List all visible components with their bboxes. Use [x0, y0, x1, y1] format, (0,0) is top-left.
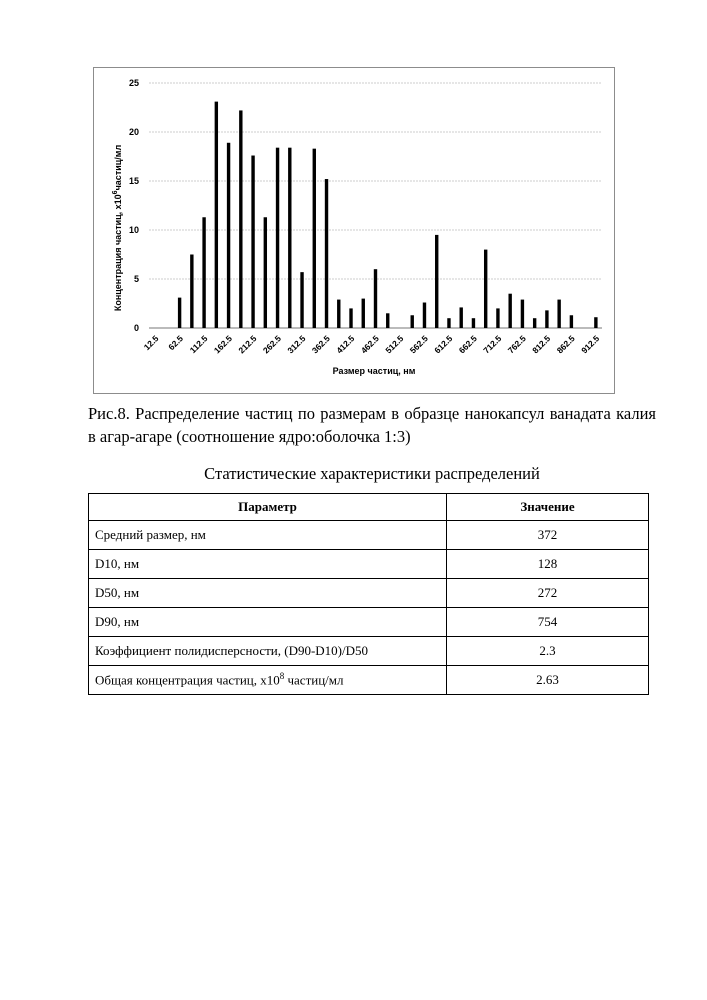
- x-tick-label: 662.5: [457, 333, 479, 355]
- y-axis-label: Концентрация частиц, х106частиц/мл: [112, 145, 123, 312]
- bar-912.5: [594, 317, 597, 328]
- table-header-row: [89, 494, 649, 521]
- bar-737.5: [508, 294, 511, 328]
- bar-862.5: [570, 315, 573, 328]
- cell-param: Средний размер, нм: [89, 521, 447, 550]
- x-tick-label: 462.5: [359, 333, 381, 355]
- x-tick-label: 362.5: [310, 333, 332, 355]
- x-tick-label: 212.5: [236, 333, 258, 355]
- bar-562.5: [423, 303, 426, 328]
- y-tick-label: 0: [134, 323, 139, 333]
- bar-612.5: [447, 318, 450, 328]
- y-tick-label: 5: [134, 274, 139, 284]
- table-row: [89, 521, 649, 550]
- x-tick-label: 62.5: [166, 333, 185, 352]
- cell-value: 2.3: [447, 637, 649, 666]
- stats-table: [88, 493, 649, 695]
- bar-437.5: [362, 299, 365, 328]
- cell-value: 272: [447, 579, 649, 608]
- bar-162.5: [227, 143, 230, 328]
- bar-62.5: [178, 298, 181, 328]
- bar-812.5: [545, 310, 548, 328]
- x-tick-label: 412.5: [334, 333, 356, 355]
- table-row: [89, 608, 649, 637]
- x-tick-label: 262.5: [261, 333, 283, 355]
- cell-value: 2.63: [447, 666, 649, 695]
- x-tick-label: 112.5: [188, 333, 210, 355]
- x-tick-label: 12.5: [142, 333, 161, 352]
- x-tick-label: 862.5: [555, 333, 577, 355]
- cell-value: 754: [447, 608, 649, 637]
- cell-param: Коэффициент полидисперсности, (D90-D10)/D50: [89, 637, 447, 666]
- bar-87.5: [190, 255, 193, 329]
- table-row: [89, 666, 649, 695]
- cell-param: Общая концентрация частиц, х108 частиц/мл: [89, 666, 447, 695]
- bar-537.5: [411, 315, 414, 328]
- bar-762.5: [521, 300, 524, 328]
- bar-362.5: [325, 179, 328, 328]
- header-param: Параметр: [89, 494, 447, 521]
- x-tick-label: 762.5: [506, 333, 528, 355]
- x-tick-label: 612.5: [432, 333, 454, 355]
- cell-param: D10, нм: [89, 550, 447, 579]
- bar-787.5: [533, 318, 536, 328]
- bars: [178, 102, 598, 328]
- y-tick-label: 15: [129, 176, 139, 186]
- y-tick-label: 10: [129, 225, 139, 235]
- bar-337.5: [313, 149, 316, 328]
- bar-137.5: [215, 102, 218, 328]
- bar-237.5: [264, 217, 267, 328]
- bar-487.5: [386, 313, 389, 328]
- bar-662.5: [472, 318, 475, 328]
- x-tick-labels: [142, 333, 602, 355]
- x-tick-label: 812.5: [530, 333, 552, 355]
- y-tick-label: 20: [129, 127, 139, 137]
- bar-412.5: [349, 308, 352, 328]
- x-tick-label: 912.5: [579, 333, 601, 355]
- bar-112.5: [202, 217, 205, 328]
- bar-287.5: [288, 148, 291, 328]
- chart-frame: [93, 67, 615, 394]
- bar-462.5: [374, 269, 377, 328]
- cell-value: 128: [447, 550, 649, 579]
- bar-212.5: [251, 156, 254, 328]
- bar-837.5: [557, 300, 560, 328]
- x-tick-label: 162.5: [212, 333, 234, 355]
- bar-587.5: [435, 235, 438, 328]
- y-tick-label: 25: [129, 78, 139, 88]
- bar-187.5: [239, 110, 242, 328]
- bar-637.5: [460, 307, 463, 328]
- table-row: [89, 550, 649, 579]
- x-tick-label: 312.5: [285, 333, 307, 355]
- stats-title: Статистические характеристики распределений: [88, 464, 656, 484]
- bar-312.5: [300, 272, 303, 328]
- x-tick-label: 712.5: [481, 333, 503, 355]
- cell-param: D50, нм: [89, 579, 447, 608]
- x-tick-label: 512.5: [383, 333, 405, 355]
- bar-387.5: [337, 300, 340, 328]
- x-tick-label: 562.5: [408, 333, 430, 355]
- bar-687.5: [484, 250, 487, 328]
- cell-param: D90, нм: [89, 608, 447, 637]
- header-value: Значение: [447, 494, 649, 521]
- figure-caption: Рис.8. Распределение частиц по размерам в образце нанокапсул ванадата калия в агар-агаре (соотношение ядро:оболочка 1:3): [88, 402, 656, 448]
- cell-value: 372: [447, 521, 649, 550]
- particle-size-chart: [94, 68, 616, 395]
- table-row: [89, 579, 649, 608]
- table-row: [89, 637, 649, 666]
- bar-262.5: [276, 148, 279, 328]
- x-axis-label: Размер частиц, нм: [333, 366, 416, 376]
- bar-712.5: [496, 308, 499, 328]
- y-tick-labels: [129, 78, 139, 333]
